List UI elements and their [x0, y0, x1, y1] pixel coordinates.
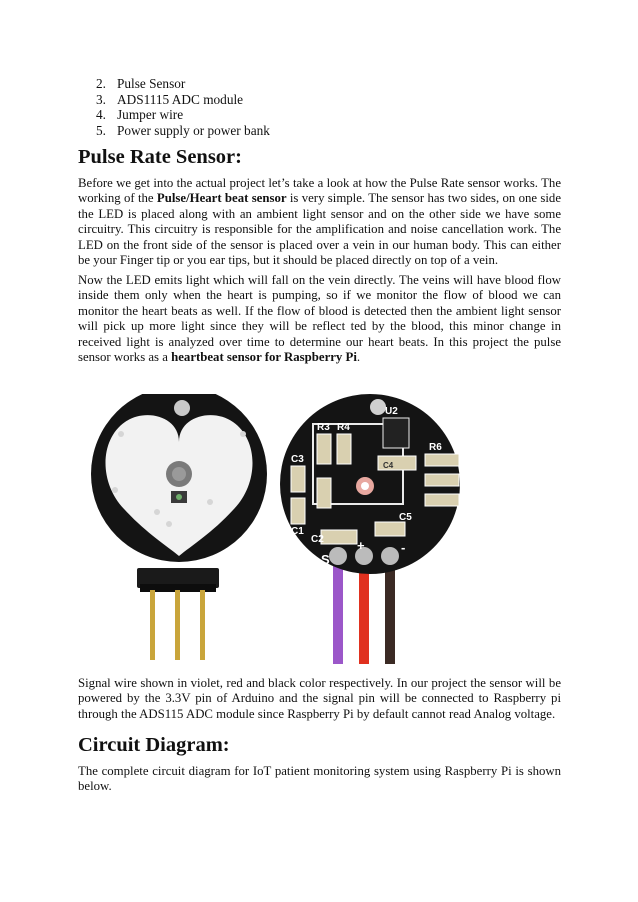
list-item-text: Jumper wire	[117, 107, 184, 123]
list-item	[96, 76, 270, 92]
label-c3: C3	[291, 454, 304, 465]
list-item	[96, 123, 270, 139]
components-list	[96, 76, 270, 138]
capacitor-c5	[375, 522, 405, 536]
list-item	[96, 107, 270, 123]
list-number: 3.	[96, 91, 106, 107]
resistor-r2	[425, 494, 459, 506]
list-item-text: ADS1115 ADC module	[117, 91, 244, 107]
list-number: 5.	[96, 122, 106, 138]
violet-wire	[333, 564, 343, 664]
resistor-r4	[337, 434, 351, 464]
resistor-r3	[317, 434, 331, 464]
solder-pad-minus	[381, 547, 399, 565]
sensor-front-view	[91, 394, 267, 660]
label-minus: -	[401, 540, 406, 555]
black-wire	[385, 564, 395, 664]
list-number: 2.	[96, 76, 106, 91]
text-run: Now the LED emits light which will fall on the vein directly. The veins will have blood flow inside them only when the heart is pumping, so if we monitor the flow of blood we can monitor the heart beats as well. If the flow of blood is detected then the ambient light sensor will pick up more light since they will be reflect ted by the blood, this minor change in received light is analyzed over time to determine our heart beats. In this project the pulse sensor works as a	[78, 273, 561, 365]
sensor-lens	[172, 467, 186, 481]
led-glow	[176, 494, 182, 500]
solder-pad-s	[329, 547, 347, 565]
mount-hole	[174, 400, 190, 416]
capacitor	[317, 478, 331, 508]
via	[166, 521, 172, 527]
text-run: .	[356, 350, 361, 365]
label-plus: +	[357, 538, 365, 553]
text-run: Before we get into the actual project let’s take a look at how the Pulse Rate sensor works. The working of the	[78, 176, 561, 206]
paragraph-circuit-intro: The complete circuit diagram for IoT patient monitoring system using Raspberry Pi is shown below.	[78, 764, 561, 794]
chip-u2	[383, 418, 409, 448]
list-item-text: Pulse Sensor	[117, 76, 186, 91]
bold-term: heartbeat sensor for Raspberry Pi	[171, 350, 357, 365]
capacitor-c3	[291, 466, 305, 492]
sensor-back-view	[280, 394, 476, 664]
list-number: 4.	[96, 107, 106, 123]
paragraph-sensor-working	[78, 273, 561, 365]
paragraph-sensor-intro	[78, 176, 561, 268]
header-pin	[175, 590, 180, 660]
via	[240, 431, 246, 437]
label-c2: C2	[311, 534, 324, 545]
via	[154, 509, 160, 515]
label-r2: R2	[463, 496, 476, 507]
list-item-text: Power supply or power bank	[117, 122, 270, 138]
resistor-r6	[425, 454, 459, 466]
label-r4: R4	[337, 422, 350, 433]
capacitor-c2	[321, 530, 357, 544]
red-wire	[359, 564, 369, 664]
header-pin	[150, 590, 155, 660]
label-r3: R3	[317, 422, 330, 433]
via	[112, 487, 118, 493]
section-heading-circuit-diagram: Circuit Diagram:	[78, 734, 230, 756]
label-r1: R1	[463, 476, 476, 487]
via	[207, 499, 213, 505]
via	[118, 431, 124, 437]
led-core	[361, 482, 369, 490]
section-heading-pulse-rate-sensor: Pulse Rate Sensor:	[78, 146, 242, 168]
label-c5: C5	[399, 512, 412, 523]
text-run: is very simple. The sensor has two sides, on one side the LED is placed along with an ambient light sensor and on the other side we have some circuitry. This circuitry is responsible for the amplification and noise cancellation work. The LED on the front side of the sensor is placed over a vein in our human body. This can either be your Finger tip or you ear tips, but it should be placed directly on top of a vein.	[78, 191, 561, 268]
label-u2: U2	[385, 406, 398, 417]
label-c4: C4	[383, 461, 394, 470]
bold-term: Pulse/Heart beat sensor	[156, 191, 287, 206]
list-item	[96, 92, 270, 108]
label-s: S	[321, 552, 330, 567]
label-c1: C1	[291, 526, 304, 537]
resistor-r1	[425, 474, 459, 486]
pulse-sensor-photo	[85, 394, 480, 664]
capacitor-c1	[291, 498, 305, 524]
mount-hole	[370, 399, 386, 415]
header-pin	[200, 590, 205, 660]
paragraph-signal-wires: Signal wire shown in violet, red and black color respectively. In our project the sensor will be powered by the 3.3V pin of Arduino and the signal pin will be connected to Raspberry pi through the ADS115 ADC module since Raspberry Pi by default cannot read Analog voltage.	[78, 676, 561, 721]
label-r6: R6	[429, 442, 442, 453]
